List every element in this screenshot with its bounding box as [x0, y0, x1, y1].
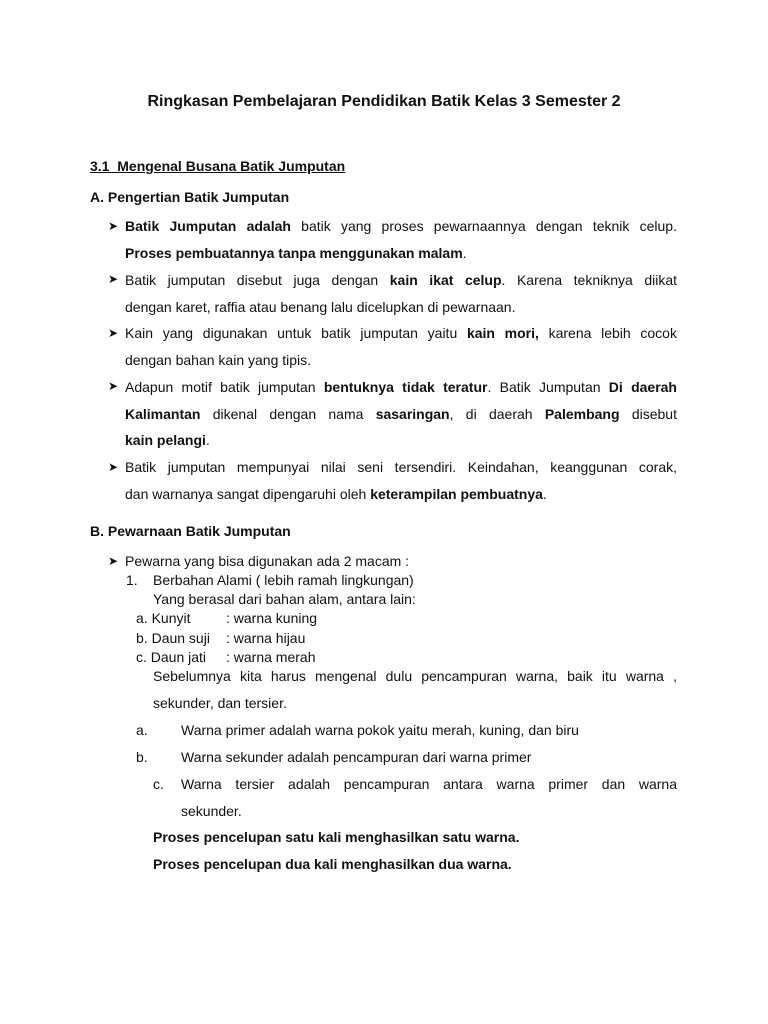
- color-primary-text: Warna primer adalah warna pokok yaitu merah, kuning, dan biru: [181, 722, 579, 738]
- process-note-2: Proses pencelupan dua kali menghasilkan dua warna.: [153, 856, 512, 872]
- arrowhead-bullet-icon: ➤: [108, 460, 119, 474]
- natural-dye-row: b. Daun suji: [136, 630, 210, 646]
- color-tertiary-text-1: Warna tersier adalah pencampuran antara warna primer dan warna: [181, 776, 677, 792]
- natural-dye-row: a. Kunyit: [136, 610, 191, 626]
- bullet-4-line-3: kain pelangi.: [125, 432, 210, 448]
- page-title: Ringkasan Pembelajaran Pendidikan Batik Kelas 3 Semester 2: [147, 93, 621, 110]
- item-1-number: 1.: [126, 572, 138, 588]
- bullet-1-line-2: Proses pembuatannya tanpa menggunakan malam.: [125, 245, 467, 261]
- arrowhead-bullet-icon: ➤: [108, 554, 119, 568]
- arrowhead-bullet-icon: ➤: [108, 219, 119, 233]
- arrowhead-bullet-icon: ➤: [108, 272, 119, 286]
- section-heading: [90, 158, 345, 174]
- bullet-3-line-2: dengan bahan kain yang tipis.: [125, 352, 312, 368]
- color-letter: a.: [136, 722, 148, 738]
- dye-intro: Pewarna yang bisa digunakan ada 2 macam :: [125, 553, 410, 569]
- bullet-1-line-1: Batik Jumputan adalah batik yang proses pewarnaannya dengan teknik celup.: [125, 218, 677, 234]
- bullet-2-line-2: dengan karet, raffia atau benang lalu dicelupkan di pewarnaan.: [125, 299, 516, 315]
- item-1-subtext: Yang berasal dari bahan alam, antara lain:: [153, 591, 416, 607]
- arrowhead-bullet-icon: ➤: [108, 326, 119, 340]
- color-secondary-text: Warna sekunder adalah pencampuran dari warna primer: [181, 749, 532, 765]
- natural-dye-color: : warna kuning: [226, 610, 318, 626]
- bullet-4-line-2: Kalimantan dikenal dengan nama sasaringan, di daerah Palembang disebut: [125, 406, 677, 422]
- bullet-4-line-1: Adapun motif batik jumputan bentuknya tidak teratur. Batik Jumputan Di daerah: [125, 379, 677, 395]
- arrowhead-bullet-icon: ➤: [108, 379, 119, 393]
- mixing-line-1: Sebelumnya kita harus mengenal dulu pencampuran warna, baik itu warna ,: [153, 668, 677, 684]
- part-a-heading: A. Pengertian Batik Jumputan: [90, 189, 290, 205]
- part-b-heading: B. Pewarnaan Batik Jumputan: [90, 523, 291, 539]
- section-title: Mengenal Busana Batik Jumputan: [117, 158, 346, 174]
- process-note-1: Proses pencelupan satu kali menghasilkan satu warna.: [153, 829, 520, 845]
- color-letter: b.: [136, 749, 148, 765]
- bullet-3-line-1: Kain yang digunakan untuk batik jumputan yaitu kain mori, karena lebih cocok: [125, 325, 677, 341]
- item-1-text: Berbahan Alami ( lebih ramah lingkungan): [153, 572, 414, 588]
- bullet-2-line-1: Batik jumputan disebut juga dengan kain ikat celup. Karena tekniknya diikat: [125, 272, 678, 288]
- natural-dye-color: : warna hijau: [226, 630, 306, 646]
- natural-dye-row: c. Daun jati: [136, 649, 207, 665]
- color-letter: c.: [153, 776, 164, 792]
- natural-dye-color: : warna merah: [226, 649, 316, 665]
- section-number: 3.1: [90, 158, 110, 174]
- color-tertiary-text-2: sekunder.: [181, 803, 242, 819]
- mixing-line-2: sekunder, dan tersier.: [153, 695, 287, 711]
- bullet-5-line-2: dan warnanya sangat dipengaruhi oleh keterampilan pembuatnya.: [125, 486, 547, 502]
- bullet-5-line-1: Batik jumputan mempunyai nilai seni tersendiri. Keindahan, keanggunan corak,: [125, 459, 677, 475]
